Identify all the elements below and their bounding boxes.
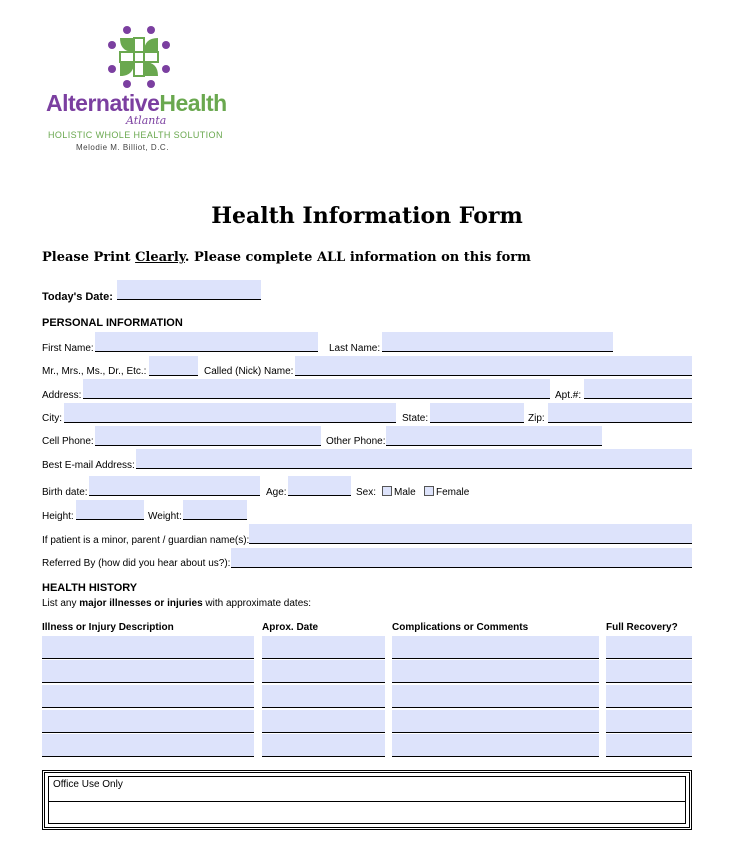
table-cell[interactable] (262, 710, 385, 733)
last-name-label: Last Name: (329, 343, 381, 354)
table-cell[interactable] (392, 636, 599, 659)
address-field[interactable] (83, 379, 550, 399)
state-label: State: (402, 413, 429, 424)
weight-field[interactable] (183, 500, 247, 520)
table-cell[interactable] (42, 734, 254, 757)
first-name-label: First Name: (42, 343, 94, 354)
todays-date-field[interactable] (117, 280, 261, 300)
instruction-clearly: Clearly (135, 250, 185, 265)
guardian-field[interactable] (249, 524, 692, 544)
health-history-heading: HEALTH HISTORY (42, 582, 138, 594)
table-cell[interactable] (392, 710, 599, 733)
office-use-divider (49, 801, 685, 802)
height-field[interactable] (76, 500, 144, 520)
table-cell[interactable] (42, 660, 254, 683)
table-cell[interactable] (392, 660, 599, 683)
col-recovery: Full Recovery? (606, 622, 678, 633)
male-label: Male (394, 487, 416, 498)
table-cell[interactable] (606, 734, 692, 757)
instruction-rest: . Please complete ALL information on this form (184, 250, 531, 265)
cell-phone-label: Cell Phone: (42, 436, 94, 447)
male-checkbox[interactable] (382, 486, 392, 496)
office-use-label: Office Use Only (53, 779, 123, 790)
first-name-field[interactable] (95, 332, 318, 352)
table-cell[interactable] (262, 660, 385, 683)
health-history-instruction (42, 598, 311, 610)
brand-city: Atlanta (126, 114, 167, 127)
office-use-box (42, 770, 692, 830)
form-title: Health Information Form (211, 203, 523, 229)
table-cell[interactable] (262, 636, 385, 659)
female-label: Female (436, 487, 470, 498)
table-cell[interactable] (42, 685, 254, 708)
city-label: City: (42, 413, 62, 424)
guardian-label: If patient is a minor, parent / guardian name(s): (42, 535, 250, 546)
list-suffix: with approximate dates: (202, 598, 312, 609)
age-label: Age: (266, 487, 287, 498)
table-cell[interactable] (262, 734, 385, 757)
email-label: Best E-mail Address: (42, 460, 135, 471)
todays-date-label: Today's Date: (42, 291, 113, 303)
referred-field[interactable] (231, 548, 692, 568)
office-use-inner (48, 776, 686, 824)
email-field[interactable] (136, 449, 692, 469)
instruction-prefix: Please Print (42, 250, 136, 265)
brand-tagline: HOLISTIC WHOLE HEALTH SOLUTION (48, 130, 223, 140)
list-prefix: List any (42, 598, 80, 609)
col-illness: Illness or Injury Description (42, 622, 174, 633)
other-phone-field[interactable] (386, 426, 602, 446)
last-name-field[interactable] (382, 332, 613, 352)
age-field[interactable] (288, 476, 351, 496)
col-date: Aprox. Date (262, 622, 319, 633)
table-cell[interactable] (42, 710, 254, 733)
table-cell[interactable] (392, 734, 599, 757)
other-phone-label: Other Phone: (326, 436, 386, 447)
zip-label: Zip: (528, 413, 545, 424)
city-field[interactable] (64, 403, 396, 423)
table-cell[interactable] (42, 636, 254, 659)
instruction (42, 250, 531, 265)
nick-name-label: Called (Nick) Name: (204, 366, 294, 377)
logo-emblem-icon (106, 24, 172, 90)
address-label: Address: (42, 390, 82, 401)
female-checkbox[interactable] (424, 486, 434, 496)
nick-name-field[interactable] (295, 356, 692, 376)
title-prefix-label: Mr., Mrs., Ms., Dr., Etc.: (42, 366, 147, 377)
col-complications: Complications or Comments (392, 622, 529, 633)
table-cell[interactable] (606, 685, 692, 708)
apt-field[interactable] (584, 379, 692, 399)
state-field[interactable] (430, 403, 524, 423)
sex-label: Sex: (356, 487, 377, 498)
brand-alternative: Alternative (46, 90, 160, 116)
height-label: Height: (42, 511, 74, 522)
birth-date-label: Birth date: (42, 487, 88, 498)
brand-health: Health (159, 90, 227, 116)
table-cell[interactable] (606, 660, 692, 683)
table-cell[interactable] (262, 685, 385, 708)
table-cell[interactable] (392, 685, 599, 708)
brand-doctor: Melodie M. Billiot, D.C. (76, 143, 169, 152)
personal-info-heading: PERSONAL INFORMATION (42, 317, 183, 329)
title-prefix-field[interactable] (149, 356, 198, 376)
logo (40, 20, 240, 160)
birth-date-field[interactable] (89, 476, 260, 496)
list-bold: major illnesses or injuries (79, 598, 203, 609)
apt-label: Apt.#: (555, 390, 582, 401)
weight-label: Weight: (148, 511, 182, 522)
table-cell[interactable] (606, 636, 692, 659)
cell-phone-field[interactable] (95, 426, 321, 446)
zip-field[interactable] (548, 403, 692, 423)
table-cell[interactable] (606, 710, 692, 733)
referred-label: Referred By (how did you hear about us?): (42, 558, 231, 569)
